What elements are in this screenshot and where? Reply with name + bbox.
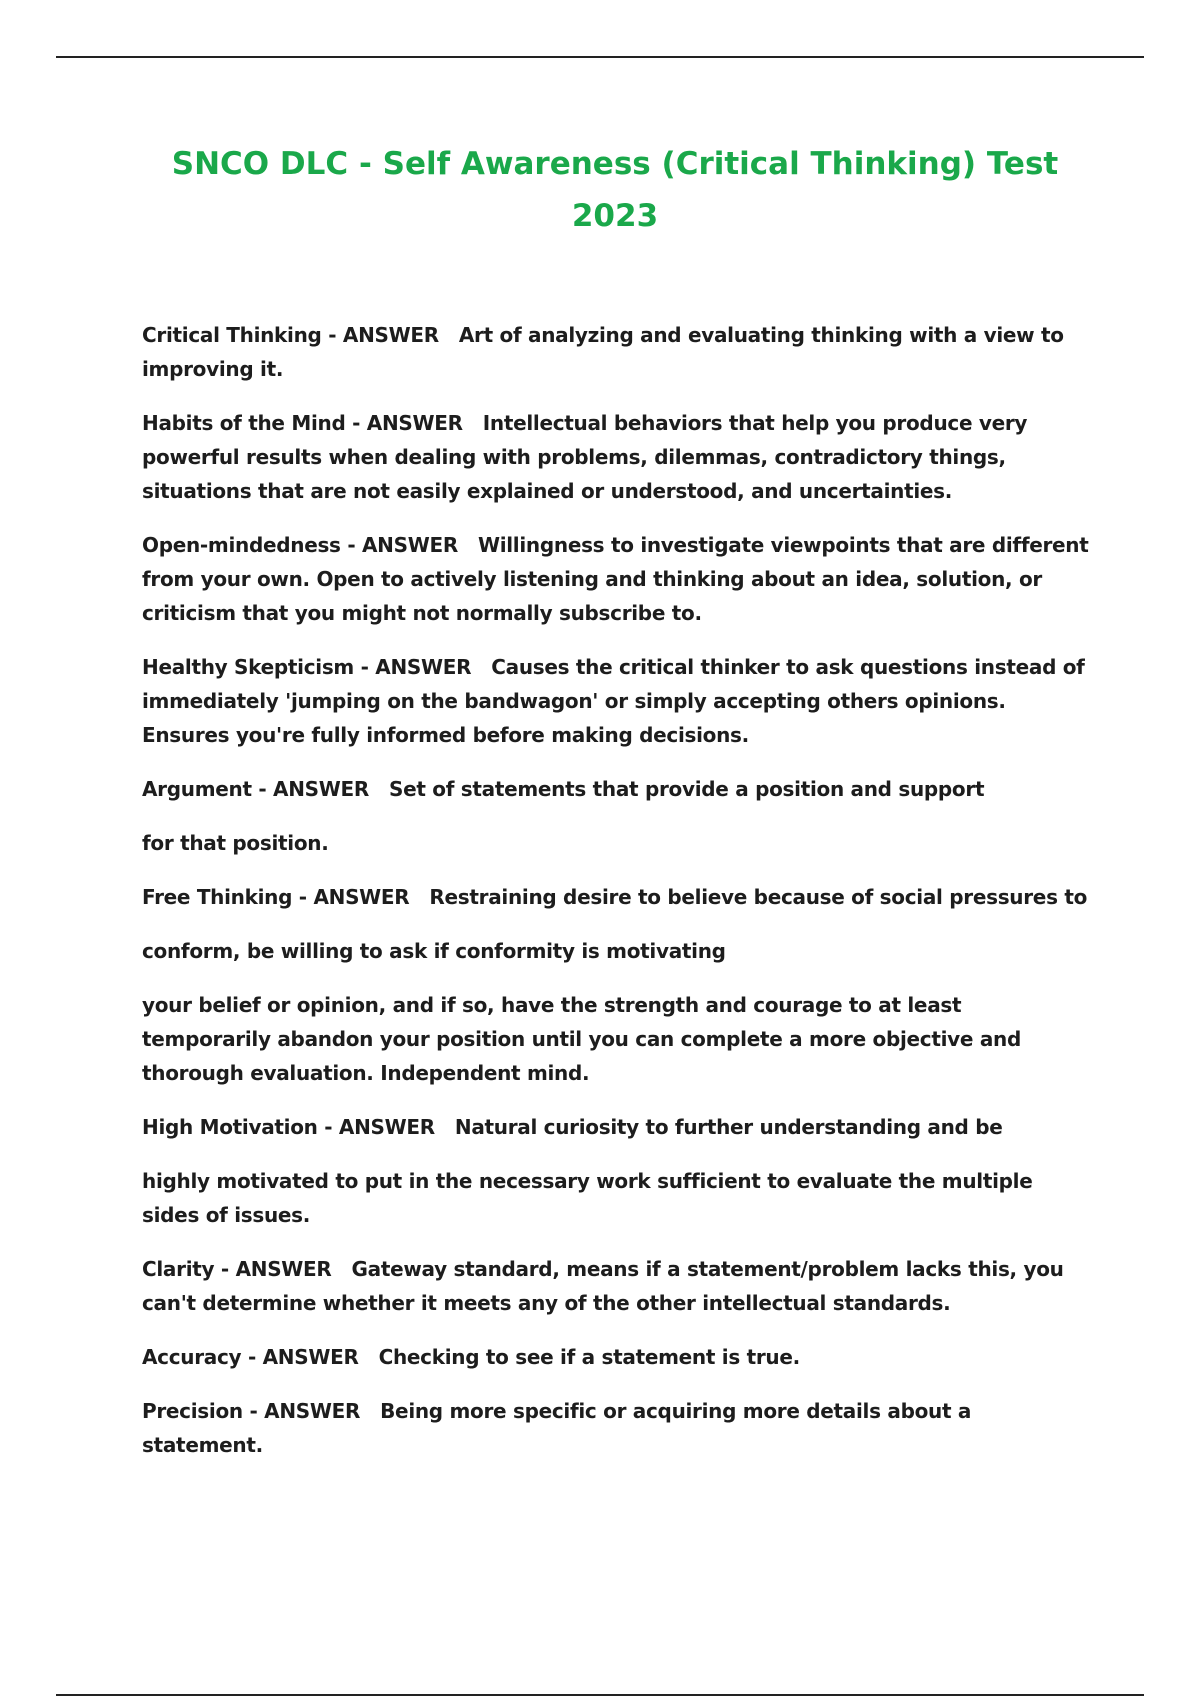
term-label: Accuracy - ANSWER bbox=[142, 1345, 359, 1369]
paragraph-continuation bbox=[142, 1164, 1092, 1232]
paragraph bbox=[142, 1110, 1092, 1144]
paragraph bbox=[142, 880, 1092, 914]
definition-text: Set of statements that provide a position and support bbox=[388, 777, 985, 801]
paragraph bbox=[142, 528, 1092, 630]
term-label: Precision - ANSWER bbox=[142, 1399, 361, 1423]
definition-text: Art of analyzing and evaluating thinking with a view to improving it. bbox=[142, 323, 1064, 381]
term-label: Critical Thinking - ANSWER bbox=[142, 323, 439, 347]
paragraph bbox=[142, 318, 1092, 386]
term-label: Free Thinking - ANSWER bbox=[142, 885, 410, 909]
definition-text: Gateway standard, means if a statement/problem lacks this, you can't determine whether it meets any of the other intellectual standards. bbox=[142, 1257, 1064, 1315]
paragraph bbox=[142, 406, 1092, 508]
paragraph-continuation bbox=[142, 934, 1092, 968]
paragraph bbox=[142, 772, 1092, 806]
definition-text: Restraining desire to believe because of social pressures to bbox=[429, 885, 1088, 909]
paragraph bbox=[142, 1394, 1092, 1462]
paragraph bbox=[142, 1252, 1092, 1320]
paragraph bbox=[142, 650, 1092, 752]
term-label: Habits of the Mind - ANSWER bbox=[142, 411, 463, 435]
term-label: Open-mindedness - ANSWER bbox=[142, 533, 458, 557]
definition-text: your belief or opinion, and if so, have the strength and courage to at least temporarily abandon your position until you can complete a more objective and thorough evaluation. Independent mind. bbox=[142, 993, 1021, 1085]
term-label: Clarity - ANSWER bbox=[142, 1257, 332, 1281]
top-divider bbox=[56, 56, 1144, 58]
definition-text: Causes the critical thinker to ask questions instead of immediately 'jumping on the bandwagon' or simply accepting others opinions. Ensures you're fully informed before making decisions. bbox=[142, 655, 1085, 747]
definition-text: highly motivated to put in the necessary work sufficient to evaluate the multiple sides of issues. bbox=[142, 1169, 1033, 1227]
term-label: Argument - ANSWER bbox=[142, 777, 369, 801]
paragraph-continuation bbox=[142, 988, 1092, 1090]
document-body bbox=[142, 318, 1092, 1482]
definition-text: Natural curiosity to further understanding and be bbox=[454, 1115, 1003, 1139]
definition-text: Being more specific or acquiring more details about a statement. bbox=[142, 1399, 972, 1457]
definition-text: Intellectual behaviors that help you produce very powerful results when dealing with problems, dilemmas, contradictory things, situations that are not easily explained or understood, and uncertainties. bbox=[142, 411, 1028, 503]
definition-text: conform, be willing to ask if conformity is motivating bbox=[142, 939, 726, 963]
term-label: High Motivation - ANSWER bbox=[142, 1115, 435, 1139]
term-label: Healthy Skepticism - ANSWER bbox=[142, 655, 472, 679]
document-title: SNCO DLC - Self Awareness (Critical Thinking) Test 2023 bbox=[171, 146, 1059, 234]
paragraph-continuation bbox=[142, 826, 1092, 860]
bottom-divider bbox=[56, 1694, 1144, 1696]
definition-text: for that position. bbox=[142, 831, 329, 855]
paragraph bbox=[142, 1340, 1092, 1374]
definition-text: Willingness to investigate viewpoints that are different from your own. Open to actively listening and thinking about an idea, solution, or criticism that you might not normally subscribe to. bbox=[142, 533, 1089, 625]
definition-text: Checking to see if a statement is true. bbox=[378, 1345, 800, 1369]
